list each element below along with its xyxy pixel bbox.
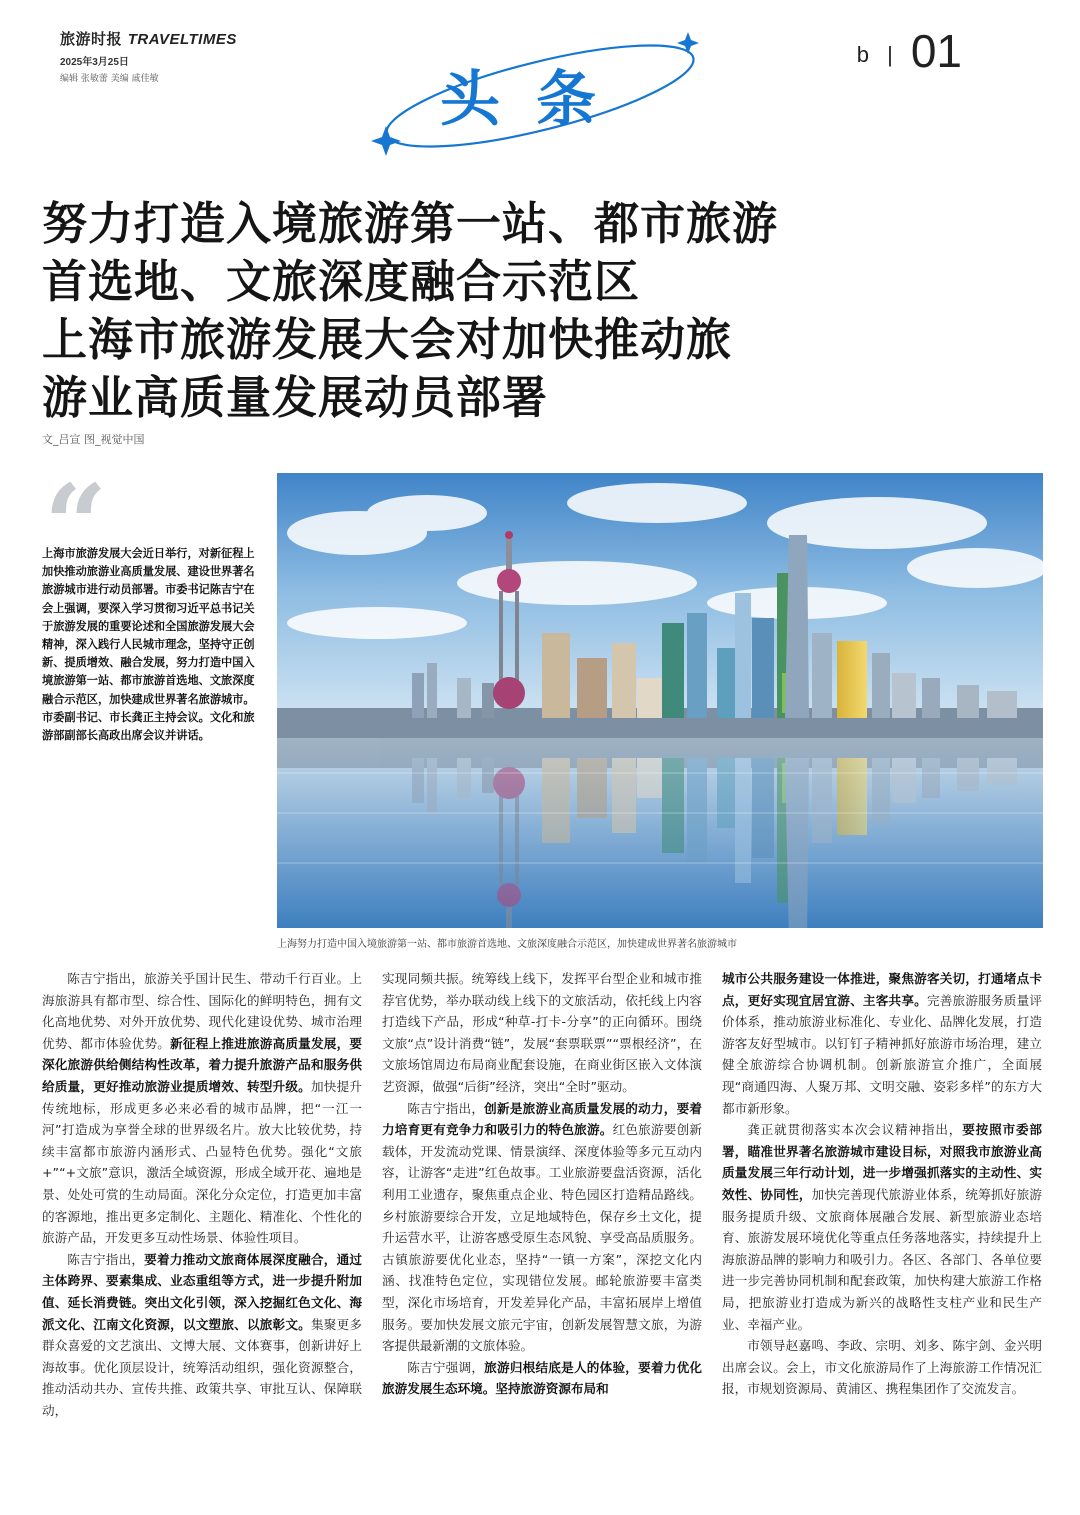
article-column [722, 968, 1042, 1421]
skyline-photo [277, 473, 1043, 928]
paper-name-en: TRAVELTIMES [127, 31, 237, 48]
article-paragraph [42, 1249, 362, 1422]
article-text: 集聚更多群众喜爱的文艺演出、文博大展、文体赛事，创新讲好上海故事。优化顶层设计，统筹活动组织，强化资源整合，推动活动共办、宣传共推、政策共享、审批互认、保障联动， [42, 1316, 363, 1418]
sparkle-icon [677, 32, 699, 54]
article-text: 陈吉宁指出，旅游关乎国计民生、带动千行百业。上海旅游具有都市型、综合性、国际化的鲜明特色，拥有文化高地优势、对外开放优势、现代化建设优势、城市治理优势、都市体验优势。 [42, 971, 362, 1051]
article-paragraph [382, 1357, 702, 1400]
section-rubric [370, 30, 710, 160]
paper-name-cn: 旅游时报 [60, 30, 123, 48]
article-column [382, 968, 702, 1421]
article-paragraph [722, 1119, 1042, 1335]
headline-line: 首选地、文旅深度融合示范区 [42, 255, 641, 308]
lead-paragraph: 上海市旅游发展大会近日举行，对新征程上加快推动旅游业高质量发展、建设世界著名旅游城市进行动员部署。市委书记陈吉宁在会上强调，要深入学习贯彻习近平总书记关于旅游发展的重要论述和全国旅游发展大会精神，深入践行人民城市理念，坚持守正创新、提质增效、融合发展，努力打造中国入境旅游第一站、都市旅游首选地、文旅深度融合示范区，加快建成世界著名旅游城市。 [42, 547, 255, 706]
article-text: 加快完善现代旅游业体系，统筹抓好旅游服务提质升级、文旅商体展融合发展、新型旅游业态培育、旅游发展环境优化等重点任务落地落实，持续提升上海旅游品牌的影响力和吸引力。各区、各部门、各单位要进一步完善协同机制和配套政策，加快构建大旅游工作格局，把旅游业打造成为新兴的战略性支柱产业和民生产业、幸福产业。 [722, 1186, 1043, 1332]
article-text: 陈吉宁指出， [407, 1100, 485, 1116]
article-emphasis: 创新是旅游业高质量发展的动力，要着力培育更有竞争力和吸引力的特色旅游。 [382, 1100, 702, 1138]
lead-paragraph: 市委副书记、市长龚正主持会议。文化和旅游部副部长高政出席会议并讲话。 [42, 710, 255, 743]
headline-line: 上海市旅游发展大会对加快推动旅 [42, 313, 733, 366]
article-paragraph [722, 968, 1042, 1119]
article-text: 龚正就贯彻落实本次会议精神指出， [747, 1122, 963, 1138]
article-body [42, 968, 1042, 1421]
article-text: 红色旅游要创新载体，开发流动党课、情景演绎、深度体验等多元互动内容，让游客“走进”红色故事。工业旅游要盘活资源，活化利用工业遗存，聚焦重点企业、特色园区打造精品路线。乡村旅游要综合开发，立足地域特色，保存乡土文化，提升运营水平，让游客感受原生态风貌、享受高品质服务。古镇旅游要优化业态，坚持“一镇一方案”，深挖文化内涵、找准特色定位，实现错位发展。邮轮旅游要丰富类型，深化市场培育，开发差异化产品，丰富拓展岸上增值服务。要加快发展文旅元宇宙，创新发展智慧文旅，为游客提供最新潮的文旅体验。 [382, 1122, 703, 1354]
paper-name [60, 28, 237, 49]
masthead [60, 28, 237, 84]
article-emphasis: 新征程上推进旅游高质量发展，要深化旅游供给侧结构性改革，着力提升旅游产品和服务供给质量，更好推动旅游业提质增效、转型升级。 [42, 1035, 363, 1094]
headline [42, 195, 1042, 427]
editors-credit: 编辑 张敏蕾 美编 戚佳敏 [60, 74, 159, 84]
article-paragraph [382, 1098, 702, 1357]
article-emphasis: 城市公共服务建设一体推进，聚焦游客关切，打通堵点卡点，更好实现宜居宜游、主客共享。 [722, 971, 1042, 1008]
headline-line: 努力打造入境旅游第一站、都市旅游 [42, 197, 779, 250]
issue-date: 2025年3月25日 [60, 57, 129, 68]
article-emphasis: 要着力推动文旅商体展深度融合，通过主体跨界、要素集成、业态重组等方式，进一步提升附加值、延长消费链。突出文化引领，深入挖掘红色文化、海派文化、江南文化资源，以文塑旅、以旅彰文。 [42, 1251, 362, 1332]
quote-mark-icon: “ [44, 460, 108, 589]
headline-line: 游业高质量发展动员部署 [42, 371, 549, 424]
page-number: 01 [910, 25, 962, 77]
lead-summary [42, 545, 260, 745]
article-paragraph: 市领导赵嘉鸣、李政、宗明、刘多、陈宇剑、金兴明出席会议。会上，市文化旅游局作了上海旅游工作情况汇报，市规划资源局、黄浦区、携程集团作了交流发言。 [722, 1338, 1042, 1397]
section-letter: b | [856, 42, 899, 67]
article-text: 完善旅游服务质量评价体系，推动旅游业标准化、专业化、品牌化发展，打造游客友好型城市。以钉钉子精神抓好旅游市场治理，建立健全旅游综合协调机制。创新旅游宣介推广，全面展现“商通四海、人聚万邦、文明交融、姿彩多样”的东方大都市新形象。 [722, 992, 1042, 1116]
article-text: 陈吉宁强调， [407, 1359, 485, 1375]
article-emphasis: 要按照市委部署，瞄准世界著名旅游城市建设目标，对照我市旅游业高质量发展三年行动计划，进一步增强抓落实的主动性、实效性、协同性， [722, 1122, 1043, 1202]
article-emphasis: 旅游归根结底是人的体验，要着力优化旅游发展生态环境。坚持旅游资源布局和 [382, 1359, 702, 1397]
article-paragraph: 实现同频共振。统筹线上线下，发挥平台型企业和城市推荐官优势，举办联动线上线下的文旅活动，依托线上内容打造线下产品，形成“种草-打卡-分享”的正向循环。围绕文旅“点”设计消费“链”，发展“套票联票”“票根经济”，在文旅场馆周边布局商业配套设施，在商业街区嵌入文体演艺资源，做强“后街”经济，突出“全时”驱动。 [382, 971, 702, 1094]
photo-caption: 上海努力打造中国入境旅游第一站、都市旅游首选地、文旅深度融合示范区，加快建成世界著名旅游城市 [277, 939, 737, 950]
sparkle-icon [371, 126, 401, 156]
rubric-title: 头条 [440, 65, 632, 135]
byline: 文_吕宣 图_视觉中国 [42, 433, 145, 446]
article-text: 加快提升传统地标，形成更多必来必看的城市品牌，把“一江一河”打造成为享誉全球的世界级名片。放大比较优势，持续丰富都市旅游内涵形式、凸显特色优势。强化“文旅+”“+文旅”意识，激活全域资源，形成全域开花、遍地是景、处处可赏的生动局面。深化分众定位，打造更加丰富的客源地，推出更多定制化、主题化、精准化、个性化的旅游产品，开发更多互动性场景、体验性项目。 [42, 1078, 363, 1246]
article-column [42, 968, 362, 1421]
article-paragraph [42, 968, 362, 1249]
page-number-block [856, 25, 962, 77]
article-text: 陈吉宁指出， [67, 1251, 145, 1267]
